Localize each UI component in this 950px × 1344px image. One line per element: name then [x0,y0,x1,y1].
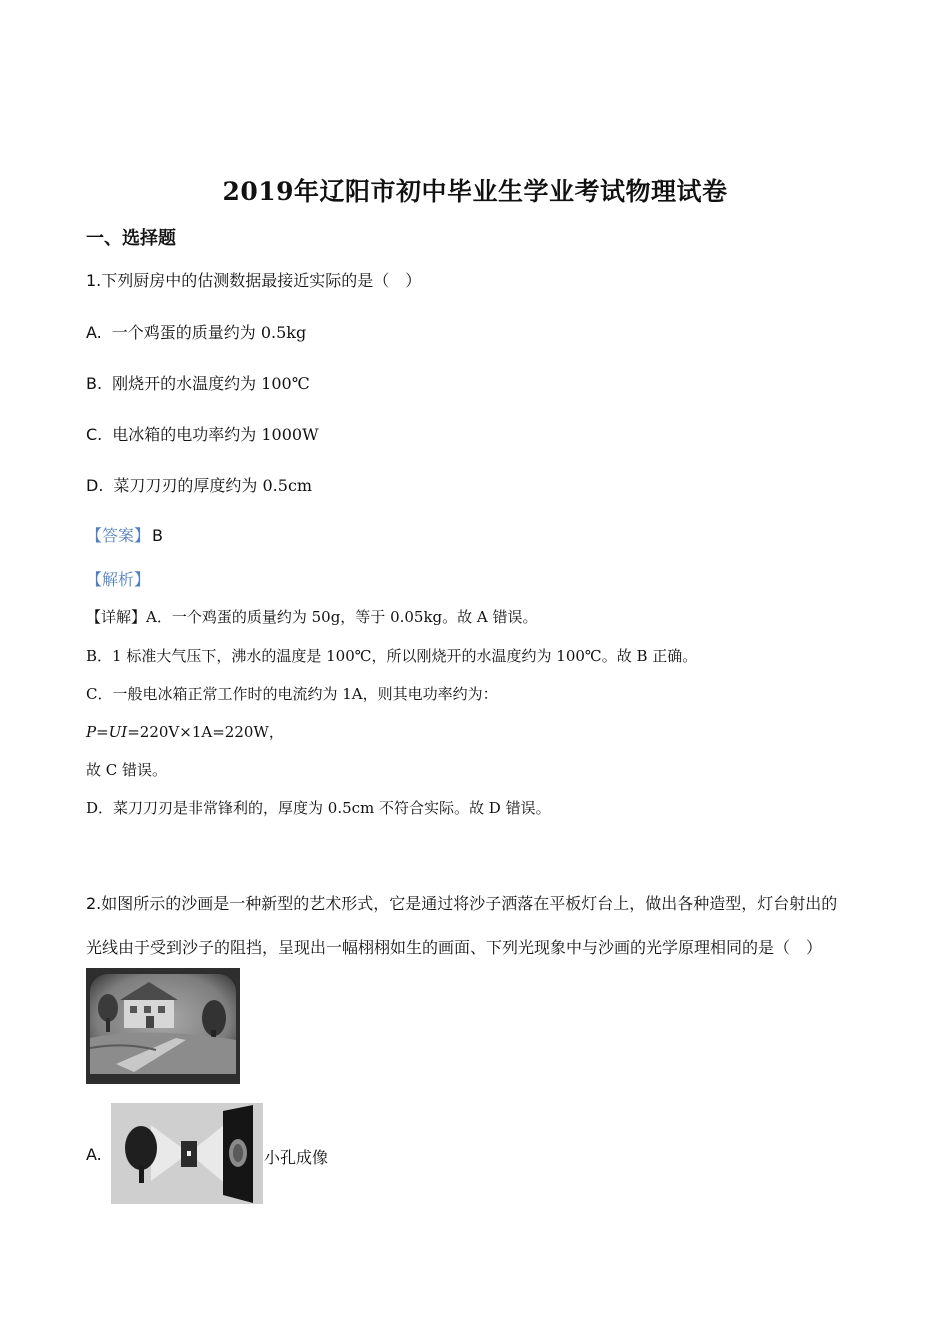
answer-line [86,523,163,546]
question-2-text: 如图所示的沙画是一种新型的艺术形式，它是通过将沙子洒落在平板灯台上，做出各种造型，灯台射出的 [101,894,838,913]
formula-rhs: =220V×1A=220W， [127,723,284,741]
option-text: 刚烧开的水温度约为 100℃ [112,374,310,393]
question-2-stem-line1 [86,891,837,914]
pinhole-camera-image [111,1103,263,1204]
analysis-line-b: B．1 标准大气压下，沸水的温度是 100℃，所以刚烧开的水温度约为 100℃。故 B 正确。 [86,647,698,665]
question-2-number: 2. [86,894,102,913]
question-1-text: 下列厨房中的估测数据最接近实际的是（ ） [101,271,422,290]
option-label: A. [86,1145,102,1164]
option-label: A. [86,323,102,342]
question-1-option-a [86,320,306,343]
question-2-option-a-label [86,1145,112,1164]
sand-art-image [86,968,240,1084]
question-2-stem-line2: 光线由于受到沙子的阻挡，呈现出一幅栩栩如生的画面、下列光现象中与沙画的光学原理相同的是（ ） [86,938,823,957]
analysis-line-c: C．一般电冰箱正常工作时的电流约为 1A，则其电功率约为： [86,685,498,703]
option-label: C. [86,425,103,444]
section-heading: 一、选择题 [86,228,176,249]
analysis-formula [86,721,284,742]
question-1-option-b [86,371,310,394]
question-1-number: 1. [86,271,102,290]
option-label: D. [86,476,104,495]
page-title: 2019年辽阳市初中毕业生学业考试物理试卷 [222,177,728,206]
option-label: B. [86,374,103,393]
answer-tag: 【答案】 [86,526,151,545]
analysis-line-c-conclusion: 故 C 错误。 [86,761,168,779]
option-text: 电冰箱的电功率约为 1000W [112,425,319,444]
question-1-option-c [86,422,319,445]
question-1-option-d [86,473,312,496]
question-1-stem [86,268,421,291]
option-text: 菜刀刀刃的厚度约为 0.5cm [113,476,313,495]
option-text: 一个鸡蛋的质量约为 0.5kg [111,323,307,342]
analysis-text: A．一个鸡蛋的质量约为 50g，等于 0.05kg。故 A 错误。 [146,608,538,626]
question-2-option-a-text: 小孔成像 [264,1148,329,1167]
analysis-line-d: D．菜刀刀刃是非常锋利的，厚度为 0.5cm 不符合实际。故 D 错误。 [86,799,551,817]
analysis-tag: 【解析】 [86,570,151,589]
analysis-line-a [86,606,538,627]
detail-lead: 【详解】 [86,608,147,626]
formula-lhs: P=UI [86,723,128,741]
answer-value: B [152,526,163,545]
